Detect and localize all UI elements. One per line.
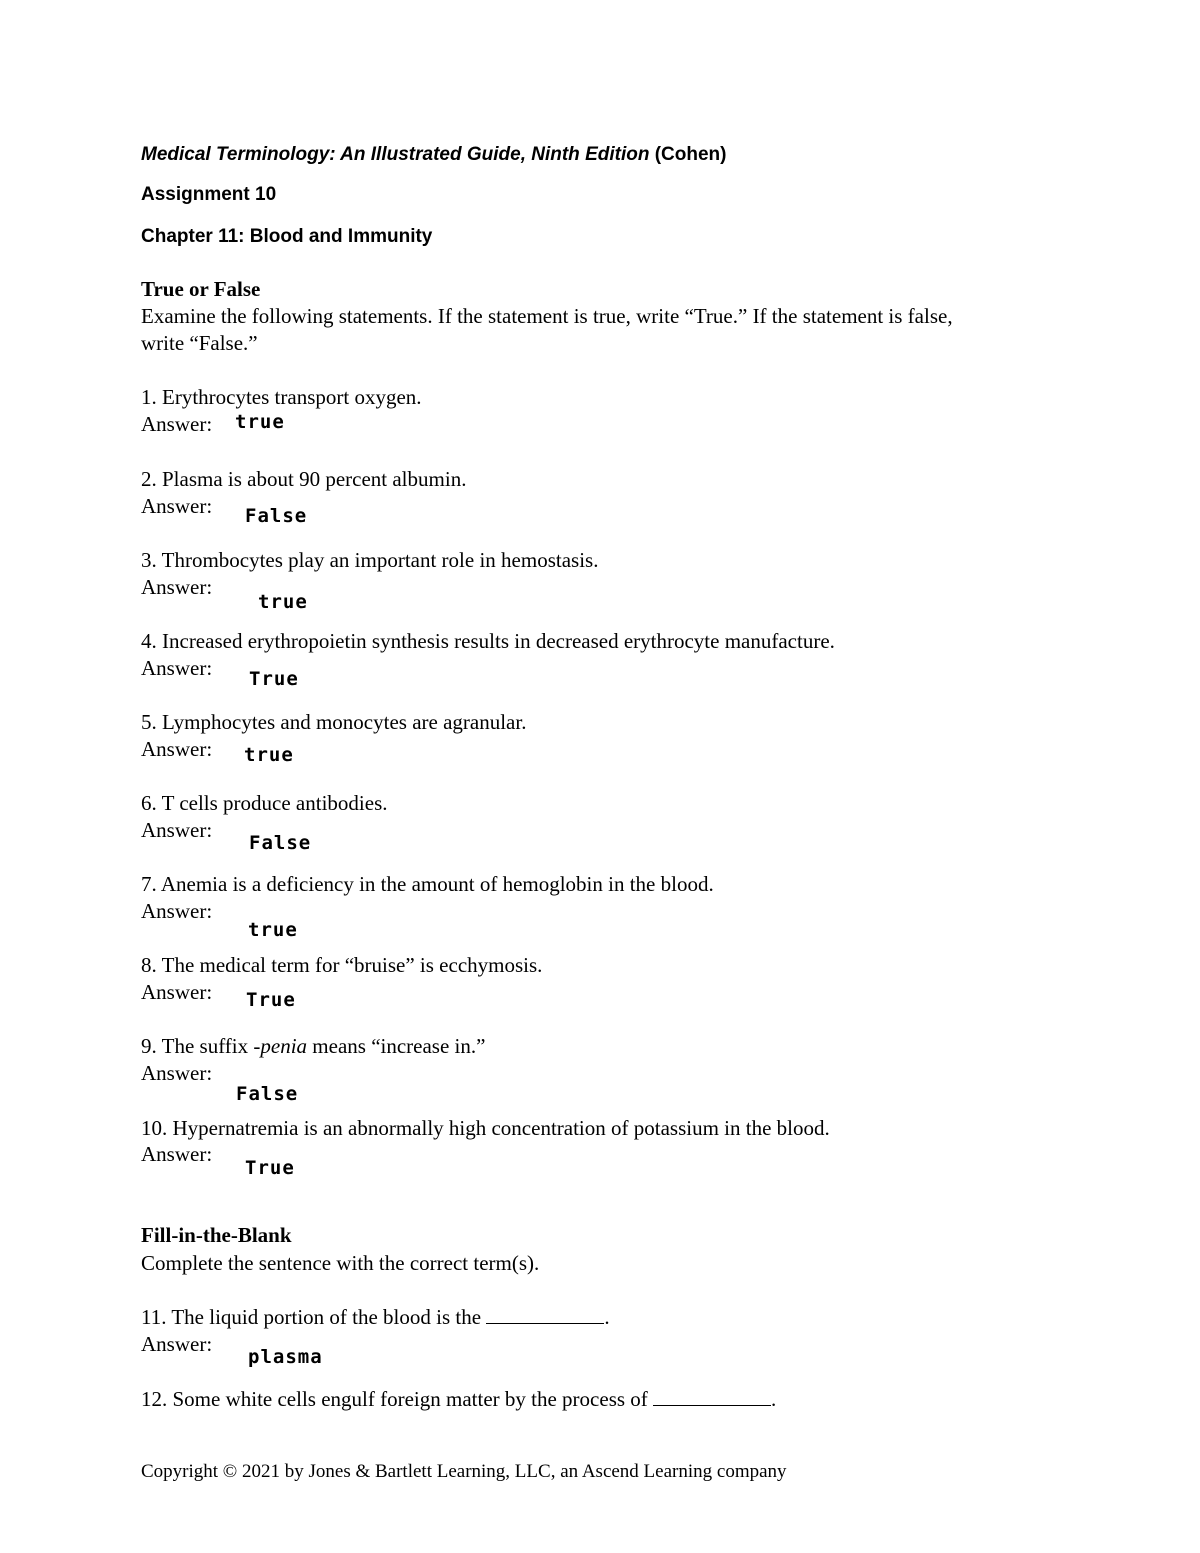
question-9-rest: means “increase in.” [307,1034,486,1058]
book-author: (Cohen) [654,144,727,165]
question-9-suffix-term: -penia [253,1034,308,1058]
question-10: 10. Hypernatremia is an abnormally high concentration of potassium in the blood. [141,1116,830,1140]
answer-label-10: Answer: [141,1142,213,1166]
answer-label-6: Answer: [141,818,213,842]
answer-label-8: Answer: [141,980,213,1004]
fill-blank-instructions: Complete the sentence with the correct term(s). [141,1251,540,1275]
question-12 [141,1386,776,1413]
answer-label-4: Answer: [141,656,213,680]
chapter-title: Chapter 11: Blood and Immunity [141,226,433,247]
answer-label-1: Answer: [141,412,213,436]
blank-line [486,1305,604,1324]
answer-label-11: Answer: [141,1332,213,1356]
question-8: 8. The medical term for “bruise” is ecchymosis. [141,953,543,977]
true-false-heading: True or False [141,277,261,301]
handwritten-answer-1: true [235,411,285,433]
fill-blank-heading: Fill-in-the-Blank [141,1223,292,1247]
question-11-text: 11. The liquid portion of the blood is the [141,1305,482,1329]
handwritten-answer-5: true [244,744,294,766]
question-12-text: 12. Some white cells engulf foreign matter by the process of [141,1387,648,1411]
handwritten-answer-10: True [245,1157,295,1179]
true-false-instructions-line2: write “False.” [141,331,258,355]
handwritten-answer-2: False [245,505,308,527]
answer-label-9: Answer: [141,1061,213,1085]
copyright-footer: Copyright © 2021 by Jones & Bartlett Learning, LLC, an Ascend Learning company [141,1461,787,1482]
question-11-period: . [604,1305,610,1329]
handwritten-answer-6: False [249,832,312,854]
book-title: Medical Terminology: An Illustrated Guide, Ninth Edition [141,144,650,165]
answer-label-2: Answer: [141,494,213,518]
question-12-period: . [771,1387,777,1411]
answer-label-7: Answer: [141,899,213,923]
question-6: 6. T cells produce antibodies. [141,791,388,815]
handwritten-answer-9: False [236,1083,299,1105]
blank-line [653,1387,771,1406]
handwritten-answer-7: true [248,919,298,941]
question-2: 2. Plasma is about 90 percent albumin. [141,467,467,491]
assignment-title: Assignment 10 [141,184,277,205]
question-7: 7. Anemia is a deficiency in the amount of hemoglobin in the blood. [141,872,714,896]
book-title-line [141,144,727,166]
question-9-prefix: 9. The suffix [141,1034,254,1058]
question-1: 1. Erythrocytes transport oxygen. [141,385,422,409]
question-4: 4. Increased erythropoietin synthesis results in decreased erythrocyte manufacture. [141,629,835,653]
true-false-instructions-line1: Examine the following statements. If the statement is true, write “True.” If the statement is false, [141,304,953,328]
handwritten-answer-8: True [246,989,296,1011]
question-11 [141,1304,610,1331]
answer-label-5: Answer: [141,737,213,761]
question-9 [141,1033,485,1060]
handwritten-answer-3: true [258,591,308,613]
answer-label-3: Answer: [141,575,213,599]
handwritten-answer-4: True [249,668,299,690]
handwritten-answer-11: plasma [248,1346,323,1368]
question-3: 3. Thrombocytes play an important role in hemostasis. [141,548,599,572]
question-5: 5. Lymphocytes and monocytes are agranular. [141,710,527,734]
